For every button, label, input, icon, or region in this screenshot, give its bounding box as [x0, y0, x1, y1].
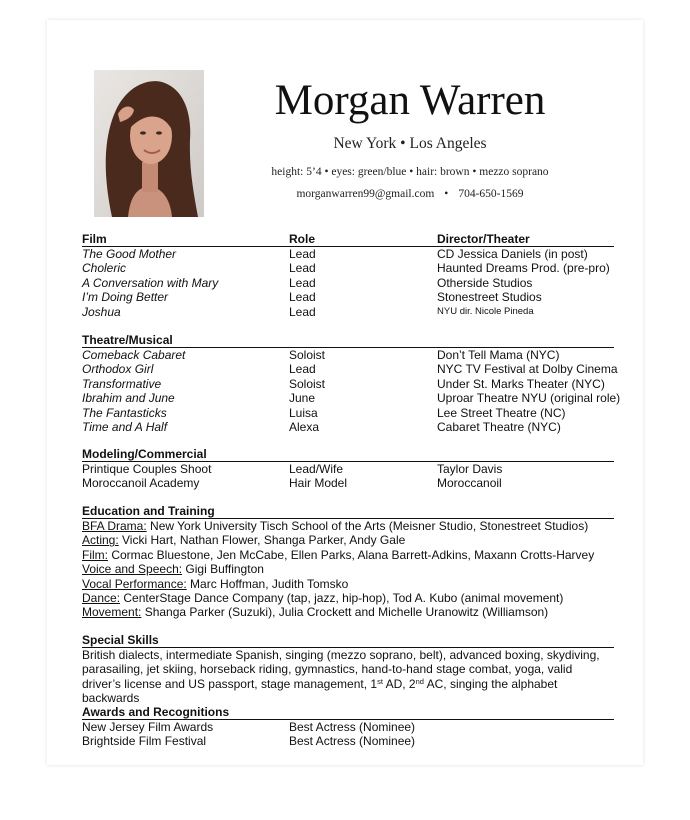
- training-detail: Cormac Bluestone, Jen McCabe, Ellen Parks, Alana Barrett-Adkins, Maxann Crotts-Harvey: [108, 547, 595, 562]
- training-detail: Vicki Hart, Nathan Flower, Shanga Parker, Andy Gale: [118, 533, 406, 548]
- list-item: [82, 519, 614, 533]
- training-detail: Gigi Buffington: [182, 562, 264, 577]
- credit-client: Taylor Davis: [437, 462, 503, 476]
- table-row: [82, 290, 614, 304]
- training-label: Film:: [82, 547, 108, 562]
- table-row: [82, 476, 614, 490]
- training-detail: CenterStage Dance Company (tap, jazz, hip-hop), Tod A. Kubo (animal movement): [120, 590, 564, 605]
- credit-role: Lead: [289, 290, 316, 305]
- credit-director: NYU dir. Nicole Pineda: [437, 305, 534, 317]
- credit-role: Soloist: [289, 348, 326, 362]
- modeling-section: [82, 447, 614, 491]
- credit-title: Printique Couples Shoot: [82, 462, 212, 476]
- list-item: [82, 562, 614, 576]
- credit-title: I’m Doing Better: [82, 290, 169, 305]
- list-item: [82, 605, 614, 619]
- table-row: [82, 247, 614, 261]
- theatre-header: [82, 333, 614, 348]
- credit-title: Transformative: [82, 376, 162, 391]
- credit-role: Lead: [289, 304, 316, 319]
- credit-role: Alexa: [289, 419, 320, 434]
- credit-venue: Under St. Marks Theater (NYC): [437, 376, 605, 391]
- credit-role: Lead: [289, 247, 316, 261]
- training-label: Movement:: [82, 605, 142, 620]
- table-row: [82, 377, 614, 391]
- director-col-title: Director/Theater: [437, 232, 530, 246]
- credit-role: Luisa: [289, 405, 318, 420]
- list-item: [82, 533, 614, 547]
- name-heading: Morgan Warren: [274, 77, 546, 124]
- award-event: Brightside Film Festival: [82, 734, 207, 749]
- list-item: [82, 591, 614, 605]
- credit-title: Joshua: [82, 304, 121, 319]
- credit-director: Haunted Dreams Prod. (pre-pro): [437, 261, 610, 276]
- credit-venue: NYC TV Festival at Dolby Cinema: [437, 362, 618, 377]
- credit-venue: Cabaret Theatre (NYC): [437, 419, 561, 434]
- awards-section: [82, 705, 614, 749]
- film-header: [82, 232, 614, 247]
- contact-line: [210, 188, 610, 200]
- credit-role: Lead: [289, 261, 316, 276]
- credit-role: June: [289, 391, 316, 406]
- credit-director: Stonestreet Studios: [437, 290, 542, 305]
- theatre-col-title: Theatre/Musical: [82, 333, 173, 347]
- credit-director: CD Jessica Daniels (in post): [437, 247, 588, 261]
- awards-header: [82, 705, 614, 720]
- list-item: [82, 548, 614, 562]
- award-event: New Jersey Film Awards: [82, 720, 214, 734]
- table-row: [82, 406, 614, 420]
- credit-title: Choleric: [82, 261, 127, 276]
- credit-role: Lead/Wife: [289, 462, 344, 476]
- location-line: New York • Los Angeles: [333, 135, 487, 152]
- credit-title: Moroccanoil Academy: [82, 476, 200, 491]
- table-row: [82, 720, 614, 734]
- stats-line: height: 5’4 • eyes: green/blue • hair: brown • mezzo soprano: [271, 166, 549, 178]
- award-result: Best Actress (Nominee): [289, 720, 416, 734]
- training-detail: Shanga Parker (Suzuki), Julia Crockett and Michelle Uranowitz (Williamson): [141, 605, 549, 620]
- table-row: [82, 276, 614, 290]
- film-col-title: Film: [82, 232, 107, 246]
- contact-separator: •: [444, 188, 449, 200]
- training-label: Vocal Performance:: [82, 576, 187, 591]
- training-detail: New York University Tisch School of the Arts (Meisner Studio, Stonestreet Studios): [146, 519, 589, 533]
- education-section: [82, 504, 614, 620]
- credit-title: A Conversation with Mary: [82, 275, 219, 290]
- awards-title: Awards and Recognitions: [82, 705, 230, 719]
- phone-number: 704-650-1569: [458, 188, 524, 200]
- credit-title: Comeback Cabaret: [82, 348, 186, 362]
- credit-title: The Good Mother: [82, 247, 177, 261]
- skills-text: British dialects, intermediate Spanish, singing (mezzo soprano, belt), advanced boxing, skydiving, parasailing, jet skiing, horseback riding, gymnastics, hand-to-hand stage combat, yoga, valid driver’s license and US passport, stage management, 1st AD, 2nd AC, singing the alphabet backwards: [82, 648, 600, 706]
- training-label: Dance:: [82, 590, 121, 605]
- training-label: BFA Drama:: [82, 519, 147, 533]
- credit-title: The Fantasticks: [82, 405, 167, 420]
- table-row: [82, 420, 614, 434]
- credit-role: Hair Model: [289, 476, 348, 491]
- headshot-photo: [94, 70, 204, 217]
- table-row: [82, 734, 614, 748]
- film-section: [82, 232, 614, 319]
- award-result: Best Actress (Nominee): [289, 734, 416, 749]
- table-row: [82, 348, 614, 362]
- table-row: [82, 362, 618, 377]
- credit-director: Otherside Studios: [437, 275, 533, 290]
- table-row: [82, 305, 614, 319]
- modeling-col-title: Modeling/Commercial: [82, 447, 207, 461]
- credit-role: Lead: [289, 275, 316, 290]
- credit-venue: Lee Street Theatre (NC): [437, 405, 566, 420]
- email-link[interactable]: morganwarren99@gmail.com: [296, 188, 435, 200]
- table-row: [82, 391, 621, 406]
- credit-role: Soloist: [289, 376, 326, 391]
- training-label: Voice and Speech:: [82, 562, 183, 577]
- skills-header: [82, 633, 614, 648]
- training-detail: Marc Hoffman, Judith Tomsko: [186, 576, 349, 591]
- list-item: [82, 577, 614, 591]
- credit-venue: Uproar Theatre NYU (original role): [437, 391, 621, 406]
- theatre-section: [82, 333, 621, 434]
- education-header: [82, 504, 614, 519]
- table-row: [82, 261, 614, 275]
- training-label: Acting:: [82, 533, 119, 548]
- credit-title: Time and A Half: [82, 419, 168, 434]
- modeling-header: [82, 447, 614, 462]
- role-col-title: Role: [289, 232, 316, 246]
- education-title: Education and Training: [82, 504, 215, 518]
- table-row: [82, 462, 614, 476]
- credit-client: Moroccanoil: [437, 476, 502, 491]
- credit-title: Ibrahim and June: [82, 391, 175, 406]
- skills-title: Special Skills: [82, 633, 159, 647]
- credit-role: Lead: [289, 362, 316, 377]
- credit-title: Orthodox Girl: [82, 362, 154, 377]
- credit-venue: Don’t Tell Mama (NYC): [437, 348, 560, 362]
- skills-section: [82, 633, 614, 706]
